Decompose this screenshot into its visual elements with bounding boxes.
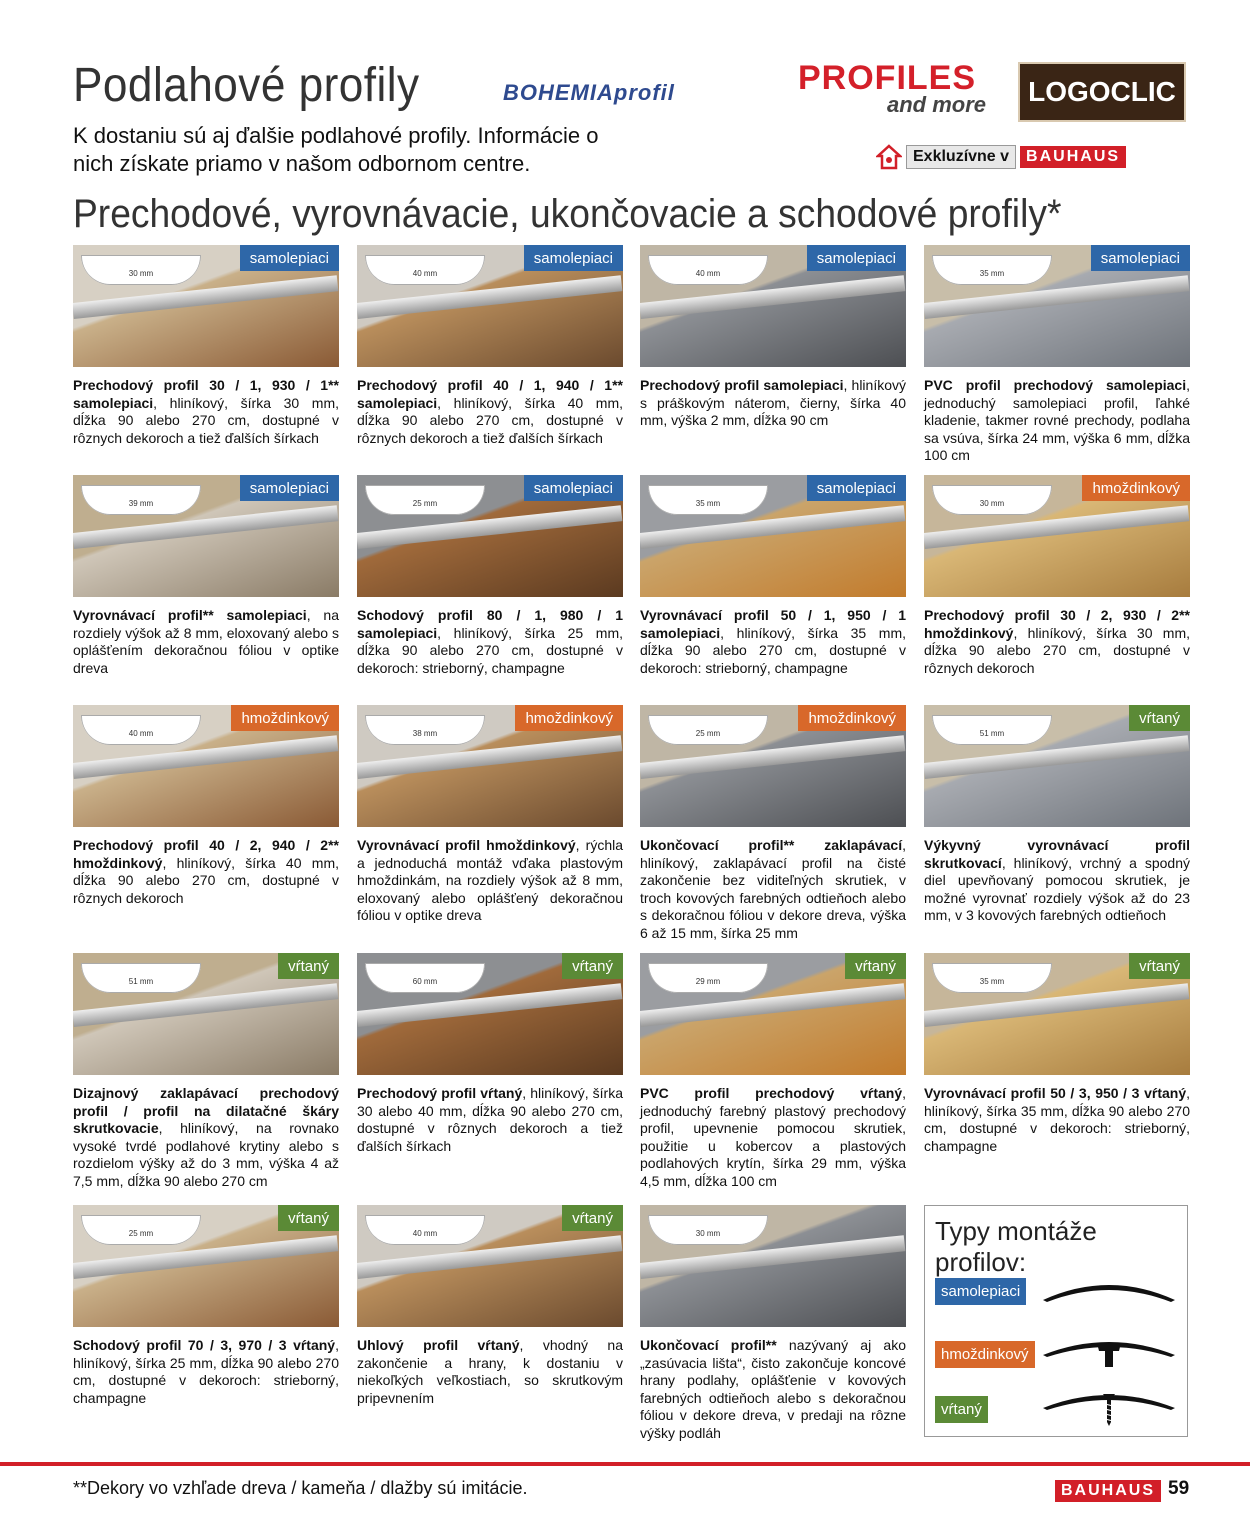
product-card — [640, 245, 906, 430]
profiles-logo-line1: PROFILES — [798, 59, 977, 97]
exclusive-bauhaus-logo: BAUHAUS — [1020, 146, 1126, 168]
mounting-type-label: hmoždinkový — [935, 1341, 1035, 1368]
product-image — [640, 245, 906, 367]
footer-bauhaus-logo: BAUHAUS — [1055, 1480, 1161, 1502]
profiles-logo-line2: and more — [886, 92, 986, 117]
mounting-tag: hmoždinkový — [515, 705, 623, 731]
product-card — [924, 245, 1190, 465]
product-text: , hliníkový, šírka 35 mm, dĺžka 90 alebo 270 cm, dostupné v dekoroch: strieborný, champagne — [640, 624, 906, 676]
product-description — [73, 377, 339, 447]
product-text: , hliníkový, šírka 25 mm, dĺžka 90 alebo 270 cm, dostupné v dekoroch: strieborný, champagne — [73, 1337, 339, 1406]
product-title: Prechodový profil 30 / 1, 930 / 1** samolepiaci — [73, 377, 339, 411]
mounting-types-box — [924, 1205, 1188, 1437]
dimension-label: 40 mm — [412, 269, 438, 278]
product-image — [640, 953, 906, 1075]
product-image — [73, 705, 339, 827]
product-text: , hliníkový, šírka 30 mm, dĺžka 90 alebo 270 cm, dostupné v rôznych dekoroch — [924, 624, 1190, 676]
section-title: Prechodové, vyrovnávacie, ukončovacie a schodové profily* — [73, 192, 1062, 236]
product-description — [73, 1085, 339, 1190]
dimension-drawing — [648, 963, 768, 993]
product-title: Dizajnový zaklapávací prechodový profil / profil na dilatačné škáry skrutkovacie — [73, 1085, 339, 1136]
product-description — [73, 837, 339, 907]
mounting-tag: vŕtaný — [1129, 705, 1190, 731]
product-description — [73, 607, 339, 677]
mounting-tag: samolepiaci — [240, 475, 339, 501]
mounting-tag: samolepiaci — [1091, 245, 1190, 271]
product-text: nazývaný aj ako „zasúvacia lišta“, čisto zakončuje koncové hrany podlahy, oplášťenie v kovových farebných odtieňoch alebo s dekoračnou fóliou v dekore dreva, v predaji na rôzne výšky podláh — [640, 1337, 906, 1441]
product-card — [357, 245, 623, 447]
dimension-label: 35 mm — [695, 499, 721, 508]
product-card — [640, 1205, 906, 1442]
product-title: Vyrovnávací profil 50 / 1, 950 / 1 samolepiaci — [640, 607, 906, 641]
dimension-drawing — [81, 255, 201, 285]
adhesive-profile-icon — [1039, 1270, 1179, 1310]
product-description — [73, 1337, 339, 1407]
product-image — [924, 705, 1190, 827]
dimension-label: 51 mm — [128, 977, 154, 986]
product-image — [640, 705, 906, 827]
product-card — [73, 1205, 339, 1407]
product-title: Výkyvný vyrovnávací profil skrutkovací — [924, 837, 1190, 871]
product-text: , hliníkový, zaklapávací profil na čisté zakončenie bez viditeľných skrutiek, v troch kovových farebných odtieňoch alebo s dekoračnou fóliou v dekore dreva, výška 6 až 15 mm, šírka 25 mm — [640, 837, 906, 941]
dowel-profile-icon — [1039, 1333, 1179, 1373]
product-text: , rýchla a jednoduchá montáž vďaka plastovým hmoždinkám, na rozdiely výšok až 8 mm, eloxovaný alebo oplášťený dekoračnou fóliou v optike dreva — [357, 837, 623, 923]
product-text: , jednoduchý samolepiaci profil, ľahké kladenie, takmer rovné prechody, podlaha sa vsúva, šírka 24 mm, výška 6 mm, dĺžka 100 cm — [924, 377, 1190, 463]
product-card — [357, 475, 623, 677]
product-text: , hliníkový, šírka 40 mm, dĺžka 90 alebo 270 cm, dostupné v rôznych dekoroch — [73, 854, 339, 906]
product-description — [357, 377, 623, 447]
dimension-drawing — [648, 485, 768, 515]
logoclic-logo: LOGOCLIC — [1018, 62, 1186, 122]
product-description — [357, 1085, 623, 1155]
product-image — [357, 1205, 623, 1327]
product-image — [640, 1205, 906, 1327]
product-title: Schodový profil 70 / 3, 970 / 3 vŕtaný — [73, 1337, 336, 1353]
dimension-drawing — [365, 963, 485, 993]
house-icon — [876, 144, 902, 170]
dimension-label: 35 mm — [979, 977, 1005, 986]
product-title: Prechodový profil 40 / 1, 940 / 1** samolepiaci — [357, 377, 623, 411]
mounting-type-hmozdinkovy — [935, 1341, 1179, 1371]
product-card — [640, 705, 906, 942]
dimension-drawing — [365, 485, 485, 515]
product-image — [357, 953, 623, 1075]
product-card — [73, 245, 339, 447]
mounting-tag: vŕtaný — [278, 953, 339, 979]
dimension-label: 25 mm — [412, 499, 438, 508]
product-title: Prechodový profil samolepiaci — [640, 377, 844, 393]
dimension-label: 40 mm — [695, 269, 721, 278]
product-title: Prechodový profil 30 / 2, 930 / 2** hmoždinkový — [924, 607, 1190, 641]
product-card — [73, 953, 339, 1190]
product-title: Vyrovnávací profil 50 / 3, 950 / 3 vŕtaný — [924, 1085, 1187, 1101]
footnote: **Dekory vo vzhľade dreva / kameňa / dlažby sú imitácie. — [73, 1478, 528, 1498]
dimension-drawing — [648, 255, 768, 285]
product-image — [73, 245, 339, 367]
product-description — [924, 1085, 1190, 1155]
mounting-tag: hmoždinkový — [231, 705, 339, 731]
dimension-drawing — [365, 715, 485, 745]
mounting-tag: samolepiaci — [807, 475, 906, 501]
footer-divider — [0, 1462, 1250, 1466]
product-description — [924, 377, 1190, 465]
dimension-drawing — [81, 963, 201, 993]
product-image — [640, 475, 906, 597]
dimension-label: 39 mm — [128, 499, 154, 508]
product-description — [640, 607, 906, 677]
product-text: , hliníkový, šírka 40 mm, dĺžka 90 alebo 270 cm, dostupné v rôznych dekoroch a tiež ďalších šírkach — [357, 394, 623, 446]
page-title: Podlahové profily — [73, 59, 420, 112]
mounting-type-vrtany — [935, 1396, 1179, 1426]
mounting-tag: vŕtaný — [562, 953, 623, 979]
product-text: , hliníkový, šírka 25 mm, dĺžka 90 alebo 270 cm, dostupné v dekoroch: strieborný, champagne — [357, 624, 623, 676]
product-description — [357, 1337, 623, 1407]
product-image — [73, 1205, 339, 1327]
mounting-type-samolepiaci — [935, 1278, 1179, 1308]
screw-profile-icon — [1039, 1388, 1179, 1428]
product-text: , hliníkový, šírka 30 alebo 40 mm, dĺžka 90 alebo 270 cm, dostupné v rôznych dekoroch a tiež ďalších šírkach — [357, 1085, 623, 1154]
dimension-drawing — [365, 255, 485, 285]
product-description — [640, 377, 906, 430]
product-description — [924, 837, 1190, 925]
dimension-drawing — [81, 485, 201, 515]
product-image — [73, 475, 339, 597]
product-image — [357, 705, 623, 827]
exclusive-badge — [876, 144, 1126, 170]
mounting-tag: samolepiaci — [807, 245, 906, 271]
mounting-type-label: vŕtaný — [935, 1396, 988, 1423]
product-title: Vyrovnávací profil hmoždinkový — [357, 837, 576, 853]
product-title: Vyrovnávací profil** samolepiaci — [73, 607, 307, 623]
product-image — [73, 953, 339, 1075]
dimension-drawing — [932, 255, 1052, 285]
product-description — [357, 607, 623, 677]
mounting-tag: hmoždinkový — [798, 705, 906, 731]
product-title: PVC profil prechodový vŕtaný — [640, 1085, 903, 1101]
dimension-drawing — [932, 485, 1052, 515]
product-text: , jednoduchý farebný plastový prechodový profil, upevnenie pomocou skrutiek, použitie u kobercov a plastových podlahových krytín, šírka 29 mm, výška 4,5 mm, dĺžka 100 cm — [640, 1085, 906, 1189]
product-card — [357, 705, 623, 925]
mounting-tag: hmoždinkový — [1082, 475, 1190, 501]
product-title: PVC profil prechodový samolepiaci — [924, 377, 1187, 393]
dimension-drawing — [648, 715, 768, 745]
product-image — [357, 475, 623, 597]
dimension-drawing — [365, 1215, 485, 1245]
mounting-tag: vŕtaný — [278, 1205, 339, 1231]
dimension-drawing — [932, 963, 1052, 993]
dimension-label: 40 mm — [412, 1229, 438, 1238]
product-title: Uhlový profil vŕtaný — [357, 1337, 520, 1353]
mounting-tag: samolepiaci — [524, 475, 623, 501]
product-description — [640, 837, 906, 942]
dimension-label: 38 mm — [412, 729, 438, 738]
product-card — [924, 705, 1190, 925]
product-title: Ukončovací profil** — [640, 1337, 777, 1353]
product-card — [924, 953, 1190, 1155]
product-image — [924, 475, 1190, 597]
product-card — [924, 475, 1190, 677]
product-card — [357, 1205, 623, 1407]
exclusive-label: Exkluzívne v — [906, 145, 1016, 169]
product-description — [640, 1085, 906, 1190]
product-image — [924, 953, 1190, 1075]
product-image — [924, 245, 1190, 367]
product-description — [357, 837, 623, 925]
mounting-tag: vŕtaný — [845, 953, 906, 979]
profiles-and-more-logo — [798, 59, 998, 117]
product-title: Ukončovací profil** zaklapávací — [640, 837, 903, 853]
product-card — [357, 953, 623, 1155]
dimension-label: 25 mm — [128, 1229, 154, 1238]
product-text: , hliníkový, šírka 35 mm, dĺžka 90 alebo 270 cm, dostupné v dekoroch: strieborný, champagne — [924, 1085, 1190, 1154]
dimension-drawing — [81, 715, 201, 745]
dimension-drawing — [648, 1215, 768, 1245]
product-card — [73, 475, 339, 677]
product-title: Prechodový profil 40 / 2, 940 / 2** hmoždinkový — [73, 837, 339, 871]
dimension-label: 60 mm — [412, 977, 438, 986]
product-card — [640, 953, 906, 1190]
dimension-label: 25 mm — [695, 729, 721, 738]
mounting-tag: vŕtaný — [1129, 953, 1190, 979]
dimension-label: 30 mm — [695, 1229, 721, 1238]
page-number: 59 — [1168, 1478, 1190, 1499]
mounting-type-label: samolepiaci — [935, 1278, 1026, 1305]
dimension-label: 29 mm — [695, 977, 721, 986]
product-card — [640, 475, 906, 677]
product-title: Prechodový profil vŕtaný — [357, 1085, 523, 1101]
dimension-label: 51 mm — [979, 729, 1005, 738]
product-image — [357, 245, 623, 367]
product-text: , hliníkový, šírka 30 mm, dĺžka 90 alebo 270 cm, dostupné v rôznych dekoroch a tiež ďalších šírkach — [73, 394, 339, 446]
product-description — [640, 1337, 906, 1442]
dimension-label: 35 mm — [979, 269, 1005, 278]
dimension-label: 40 mm — [128, 729, 154, 738]
mounting-tag: samolepiaci — [524, 245, 623, 271]
dimension-label: 30 mm — [979, 499, 1005, 508]
dimension-label: 30 mm — [128, 269, 154, 278]
dimension-drawing — [932, 715, 1052, 745]
bohemia-profil-logo: BOHEMIAprofil — [503, 80, 675, 105]
product-card — [73, 705, 339, 907]
dimension-drawing — [81, 1215, 201, 1245]
mounting-tag: vŕtaný — [562, 1205, 623, 1231]
product-text: , vhodný na zakončenie a hrany, k dostaniu v niekoľkých veľkostiach, so skrutkovým pripevnením — [357, 1337, 624, 1406]
mounting-tag: samolepiaci — [240, 245, 339, 271]
product-description — [924, 607, 1190, 677]
product-text: , na rozdiely výšok až 8 mm, eloxovaný alebo s oplášťením dekoračnou fóliou v optike dreva — [73, 607, 340, 676]
mounting-types-title: Typy montáže profilov: — [935, 1216, 1097, 1277]
product-text: , hliníkový s práškovým náterom, čierny, šírka 40 mm, výška 2 mm, dĺžka 90 cm — [640, 377, 907, 428]
product-title: Schodový profil 80 / 1, 980 / 1 samolepiaci — [357, 607, 623, 641]
product-text: , hliníkový, na rovnako vysoké tvrdé podlahové krytiny alebo s rozdielom výšky až do 3 mm, výška 4 až 7,5 mm, dĺžka 90 alebo 270 cm — [73, 1120, 339, 1189]
product-text: , hliníkový, vrchný a spodný diel upevňovaný pomocou skrutiek, je možné vyrovnať rozdiely výšok až do 23 mm, v 3 kovových farebných odtieňoch — [924, 854, 1190, 923]
intro-text: K dostaniu sú aj ďalšie podlahové profily. Informácie o nich získate priamo v našom odbornom centre. — [73, 123, 599, 176]
